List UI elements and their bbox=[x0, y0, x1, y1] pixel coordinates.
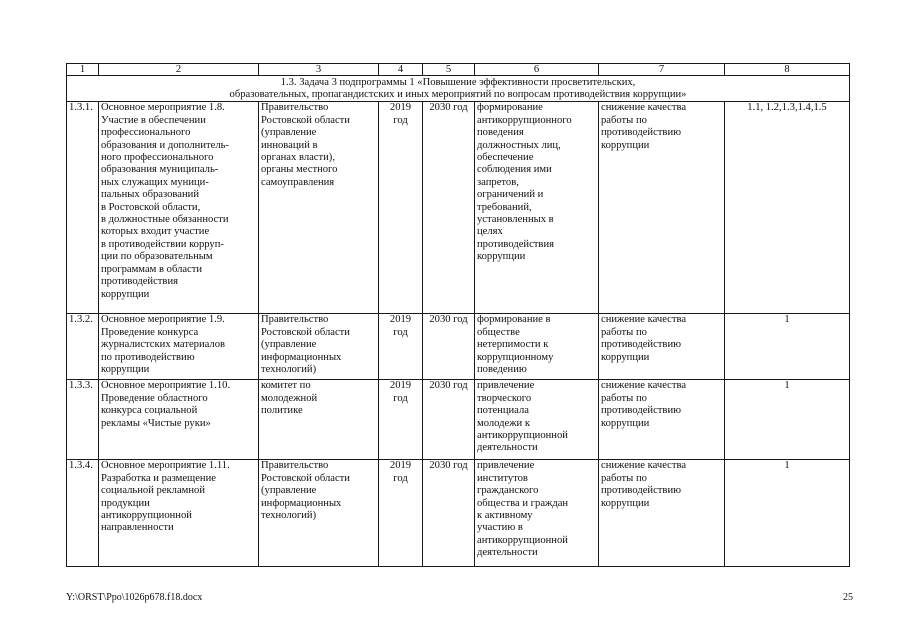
consequence: снижение качества работы по противодействию коррупции bbox=[599, 102, 725, 314]
column-number-header: 5 bbox=[423, 64, 475, 76]
executor: Правительство Ростовской области (управление информационных технологий) bbox=[259, 314, 379, 380]
row-number: 1.3.3. bbox=[67, 380, 99, 460]
measures-table bbox=[66, 63, 850, 567]
measure-name: Основное мероприятие 1.8. Участие в обеспечении профессионального образования и дополнитель- ного профессионального образования муниципаль- ных служащих муници- пальных образований в Ростовской области, в должностные обязанности которых входит участие в противодействии корруп- ции по образовательным программам в области противодействия коррупции bbox=[99, 102, 259, 314]
column-number-header: 6 bbox=[475, 64, 599, 76]
indicator-link: 1 bbox=[725, 380, 850, 460]
measure-name: Основное мероприятие 1.11. Разработка и размещение социальной рекламной продукции антикоррупционной направленности bbox=[99, 460, 259, 567]
executor: Правительство Ростовской области (управление информационных технологий) bbox=[259, 460, 379, 567]
column-number-header: 7 bbox=[599, 64, 725, 76]
consequence: снижение качества работы по противодействию коррупции bbox=[599, 314, 725, 380]
start-year: 2019 год bbox=[379, 380, 423, 460]
expected-result: формирование антикоррупционного поведения должностных лиц, обеспечение соблюдения ими запретов, ограничений и требований, установленных в целях противодействия коррупции bbox=[475, 102, 599, 314]
column-number-row bbox=[67, 64, 850, 76]
table-row bbox=[67, 460, 850, 567]
section-title-row bbox=[67, 76, 850, 102]
measure-name: Основное мероприятие 1.10. Проведение областного конкурса социальной рекламы «Чистые руки» bbox=[99, 380, 259, 460]
executor: комитет по молодежной политике bbox=[259, 380, 379, 460]
row-number: 1.3.4. bbox=[67, 460, 99, 567]
indicator-link: 1 bbox=[725, 314, 850, 380]
end-year: 2030 год bbox=[423, 314, 475, 380]
start-year: 2019 год bbox=[379, 314, 423, 380]
start-year: 2019 год bbox=[379, 460, 423, 567]
column-number-header: 4 bbox=[379, 64, 423, 76]
consequence: снижение качества работы по противодействию коррупции bbox=[599, 460, 725, 567]
row-number: 1.3.2. bbox=[67, 314, 99, 380]
row-number: 1.3.1. bbox=[67, 102, 99, 314]
start-year: 2019 год bbox=[379, 102, 423, 314]
column-number-header: 8 bbox=[725, 64, 850, 76]
consequence: снижение качества работы по противодействию коррупции bbox=[599, 380, 725, 460]
table-row bbox=[67, 102, 850, 314]
table-row bbox=[67, 314, 850, 380]
executor: Правительство Ростовской области (управление инноваций в органах власти), органы местного самоуправления bbox=[259, 102, 379, 314]
section-title: 1.3. Задача 3 подпрограммы 1 «Повышение эффективности просветительских, образовательных, пропагандистских и иных мероприятий по вопросам противодействия коррупции» bbox=[67, 76, 850, 102]
column-number-header: 3 bbox=[259, 64, 379, 76]
expected-result: привлечение творческого потенциала молодежи к антикоррупционной деятельности bbox=[475, 380, 599, 460]
column-number-header: 2 bbox=[99, 64, 259, 76]
column-number-header: 1 bbox=[67, 64, 99, 76]
footer-file-path: Y:\ORST\Ppo\1026p678.f18.docx bbox=[66, 592, 203, 603]
expected-result: привлечение институтов гражданского общества и граждан к активному участию в антикоррупционной деятельности bbox=[475, 460, 599, 567]
end-year: 2030 год bbox=[423, 102, 475, 314]
expected-result: формирование в обществе нетерпимости к коррупционному поведению bbox=[475, 314, 599, 380]
end-year: 2030 год bbox=[423, 460, 475, 567]
page-number: 25 bbox=[843, 592, 853, 603]
measure-name: Основное мероприятие 1.9. Проведение конкурса журналистских материалов по противодействию коррупции bbox=[99, 314, 259, 380]
indicator-link: 1.1, 1.2,1.3,1.4,1.5 bbox=[725, 102, 850, 314]
table-row bbox=[67, 380, 850, 460]
end-year: 2030 год bbox=[423, 380, 475, 460]
indicator-link: 1 bbox=[725, 460, 850, 567]
